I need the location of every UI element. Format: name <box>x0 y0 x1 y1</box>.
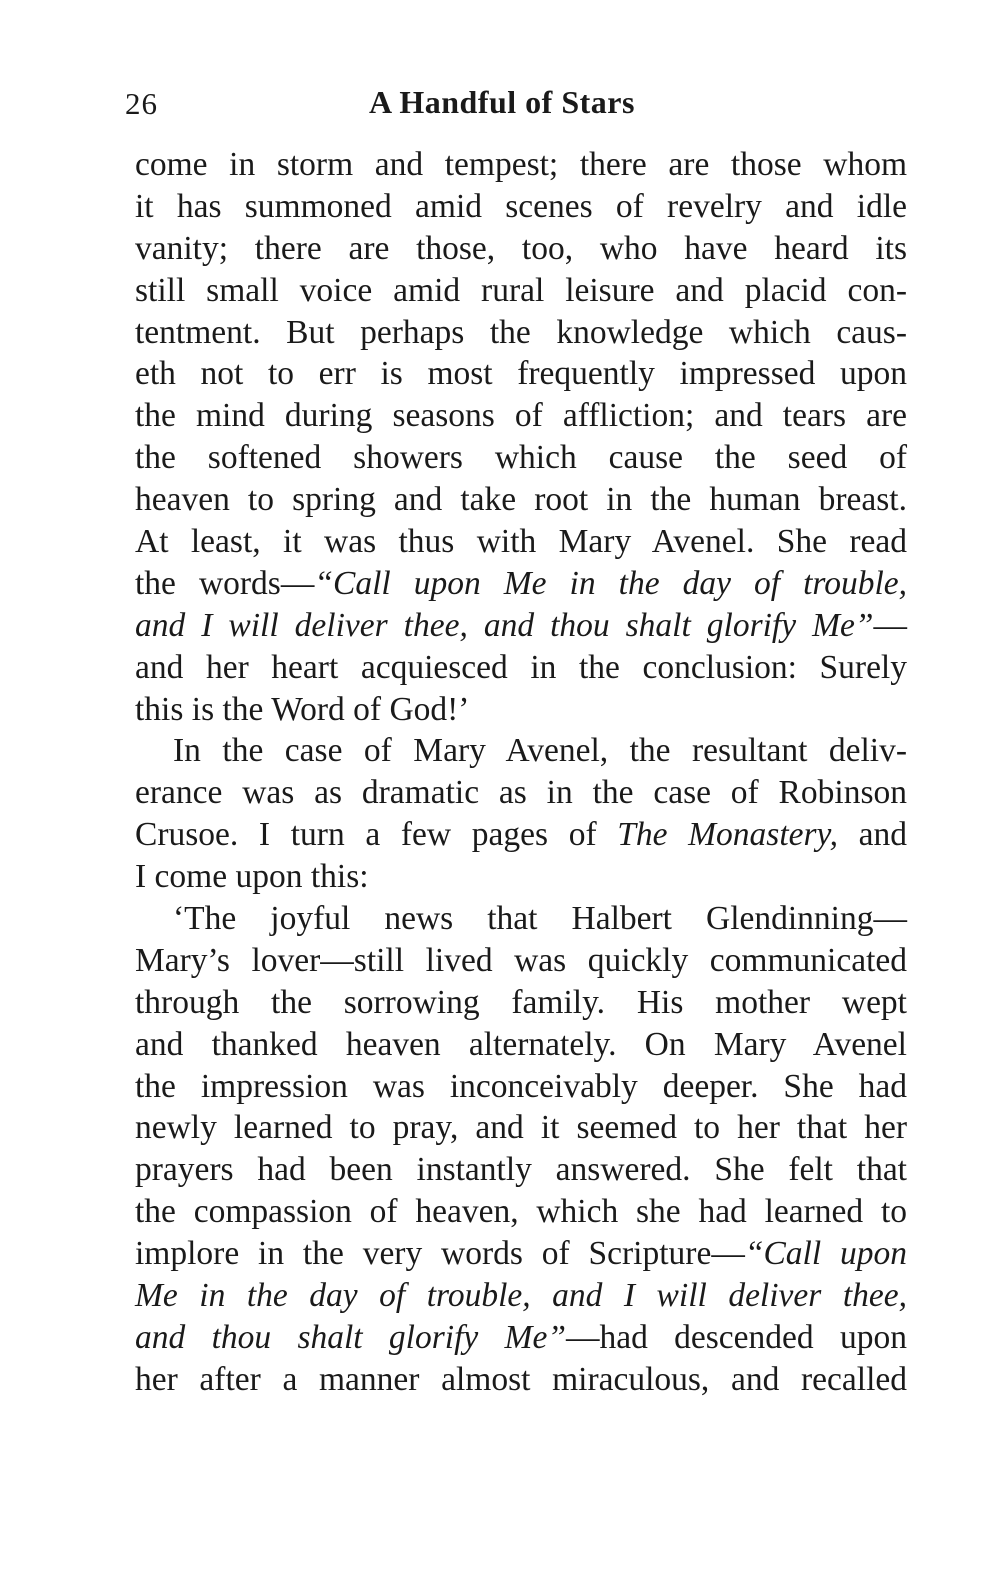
text-line: newly learned to pray, and it seemed to her that her <box>135 1109 907 1147</box>
italic-quote: and I will deliver thee, and thou shalt glorify Me” <box>135 606 874 644</box>
text-line: this is the Word of God!’ <box>135 690 470 728</box>
text-line: vanity; there are those, too, who have heard its <box>135 229 907 267</box>
text-line: the words—“Call upon Me in the day of trouble, <box>135 564 907 602</box>
text-line: Mary’s lover—still lived was quickly communicated <box>135 941 907 979</box>
text-line: the softened showers which cause the seed of <box>135 439 907 477</box>
text-line: and her heart acquiesced in the conclusion: Surely <box>135 648 907 686</box>
text-line: and thou shalt glorify Me”—had descended upon <box>135 1318 907 1356</box>
text-line: Crusoe. I turn a few pages of The Monastery, and <box>135 816 907 854</box>
italic-quote: Me in the day of trouble, and I will deliver thee, <box>135 1277 907 1315</box>
italic-quote: “Call upon Me in the day of trouble, <box>314 564 907 602</box>
text-line: ‘The joyful news that Halbert Glendinning— <box>173 900 907 938</box>
text-line: At least, it was thus with Mary Avenel. She read <box>135 523 907 561</box>
italic-book-title: The Monastery, <box>617 816 838 854</box>
text-line: and thanked heaven alternately. On Mary Avenel <box>135 1025 907 1063</box>
text-line: I come upon this: <box>135 858 369 896</box>
text-line: prayers had been instantly answered. She felt that <box>135 1151 907 1189</box>
italic-quote: “Call upon <box>744 1235 908 1273</box>
text-line: erance was as dramatic as in the case of Robinson <box>135 774 907 812</box>
body-text <box>135 144 907 1401</box>
text-line: her after a manner almost miraculous, and recalled <box>135 1360 907 1398</box>
text-line: the compassion of heaven, which she had learned to <box>135 1193 907 1231</box>
text-line: implore in the very words of Scripture—“Call upon <box>135 1235 908 1273</box>
text-line: still small voice amid rural leisure and placid con- <box>135 271 907 309</box>
text-line: In the case of Mary Avenel, the resultant deliv- <box>173 732 907 770</box>
text-line: it has summoned amid scenes of revelry and idle <box>135 187 907 225</box>
italic-quote: and thou shalt glorify Me” <box>135 1318 566 1356</box>
text-line: the mind during seasons of affliction; and tears are <box>135 397 907 435</box>
running-title: A Handful of Stars <box>369 84 635 120</box>
text-line: tentment. But perhaps the knowledge which caus- <box>135 313 907 351</box>
text-line: come in storm and tempest; there are those whom <box>135 146 907 183</box>
text-line: the impression was inconceivably deeper. She had <box>135 1067 907 1105</box>
text-line: and I will deliver thee, and thou shalt glorify Me”— <box>135 606 907 644</box>
text-line: eth not to err is most frequently impressed upon <box>135 355 907 393</box>
text-line: through the sorrowing family. His mother wept <box>135 983 907 1021</box>
text-line: heaven to spring and take root in the human breast. <box>135 481 907 519</box>
page-number: 26 <box>125 86 158 121</box>
text-line <box>135 1275 907 1317</box>
page-header <box>125 80 915 130</box>
